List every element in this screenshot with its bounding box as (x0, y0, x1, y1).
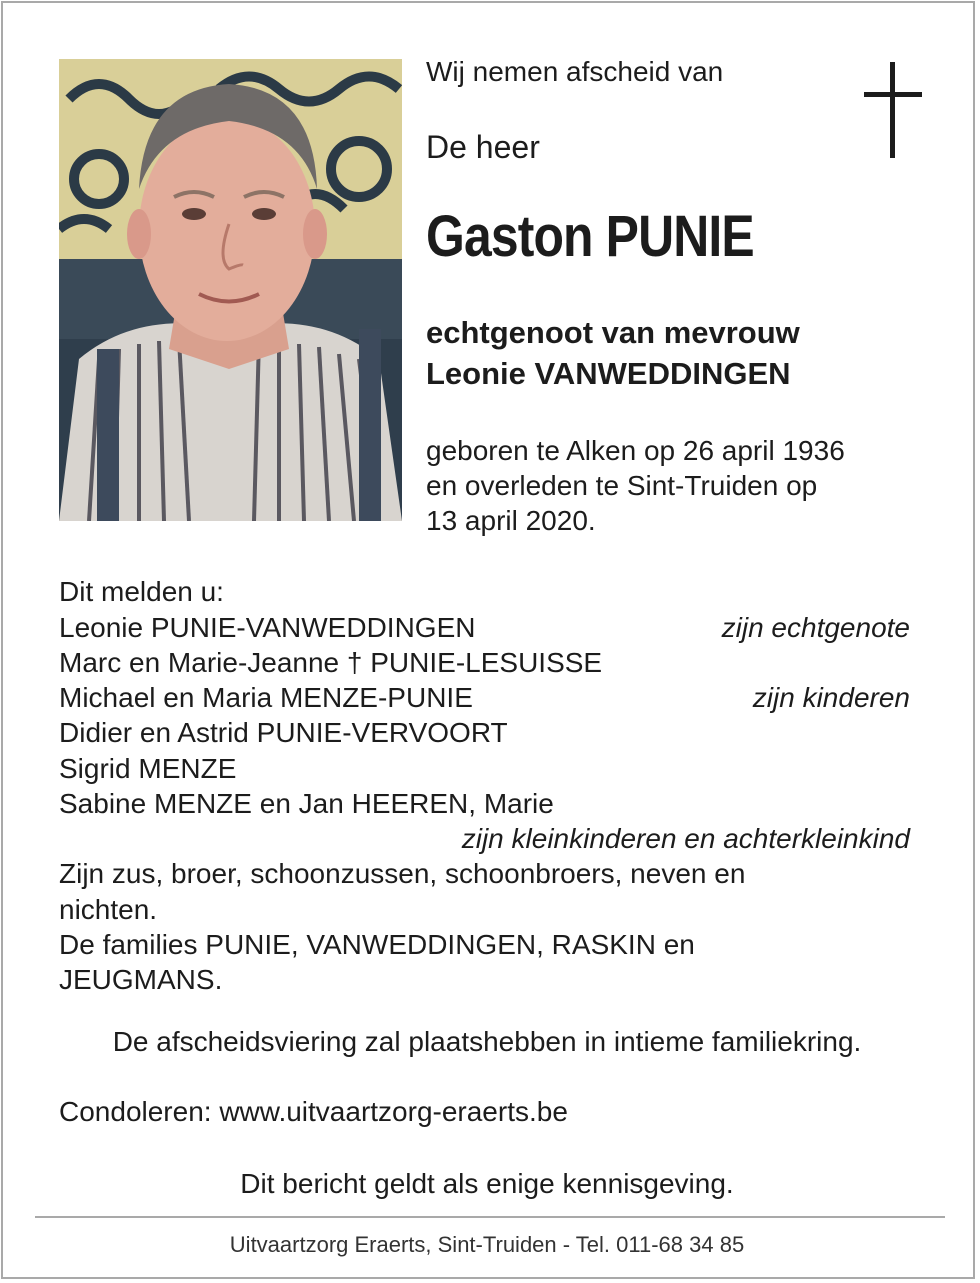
ceremony-text: De afscheidsviering zal plaatshebben in intieme familiekring. (112, 1026, 862, 1057)
announcer-line: Didier en Astrid PUNIE-VERVOORT (59, 717, 508, 748)
announcer-line: Marc en Marie-Jeanne † PUNIE-LESUISSE (59, 647, 603, 678)
families-line-1: De families PUNIE, VANWEDDINGEN, RASKIN en (59, 929, 695, 960)
role-grandchildren: zijn kleinkinderen en achterkleinkind (461, 823, 910, 854)
deceased-name: Gaston PUNIE (426, 204, 754, 269)
announcer-line: Sabine MENZE en Jan HEEREN, Marie (59, 788, 554, 819)
life-line-2: en overleden te Sint-Truiden op (426, 470, 818, 501)
spouse-line-1: echtgenoot van mevrouw (426, 315, 800, 350)
portrait-photo (59, 59, 402, 521)
notice-text: Dit bericht geldt als enige kennisgeving. (240, 1168, 734, 1199)
life-line-3: 13 april 2020. (426, 505, 596, 536)
relatives-line-2: nichten. (59, 894, 158, 925)
honorific: De heer (426, 129, 540, 165)
footer-text: Uitvaartzorg Eraerts, Sint-Truiden - Tel. 011-68 34 85 (229, 1232, 745, 1257)
intro-text: Wij nemen afscheid van (426, 56, 724, 87)
condolences-text: Condoleren: www.uitvaartzorg-eraerts.be (59, 1096, 568, 1127)
cross-icon (864, 62, 922, 158)
relatives-line-1: Zijn zus, broer, schoonzussen, schoonbroers, neven en (59, 858, 746, 889)
families-line-2: JEUGMANS. (59, 964, 223, 995)
life-line-1: geboren te Alken op 26 april 1936 (426, 435, 845, 466)
announcer-line: Michael en Maria MENZE-PUNIE (59, 682, 473, 713)
role-spouse: zijn echtgenote (721, 612, 910, 643)
role-children: zijn kinderen (752, 682, 910, 713)
spouse-line-2: Leonie VANWEDDINGEN (426, 356, 791, 391)
announcers-heading: Dit melden u: (59, 576, 224, 607)
announcer-line: Leonie PUNIE-VANWEDDINGEN (59, 612, 476, 643)
footer-divider (35, 1216, 945, 1218)
announcer-line: Sigrid MENZE (59, 753, 237, 784)
